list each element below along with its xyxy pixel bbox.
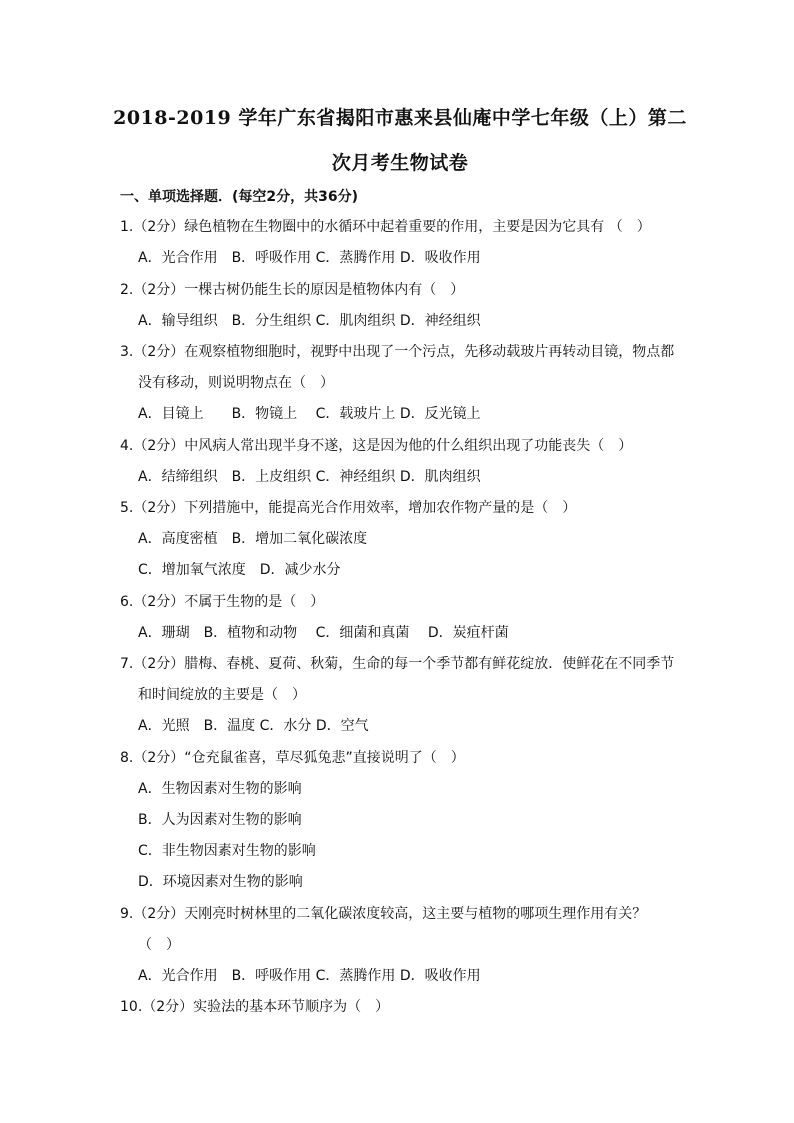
question-text: 6.（2分）不属于生物的是（ ）: [120, 594, 325, 610]
answer-options: A．高度密植 B．增加二氧化碳浓度: [138, 531, 368, 547]
answer-options: A．目镜上 B．物镜上 C．载玻片上 D．反光镜上: [138, 406, 481, 422]
answer-options: A．光合作用 B．呼吸作用 C．蒸腾作用 D．吸收作用: [138, 968, 481, 984]
exam-title-line-2: 次月考生物试卷: [331, 152, 469, 174]
answer-options: A．输导组织 B．分生组织 C．肌肉组织 D．神经组织: [138, 313, 481, 329]
answer-option: D．环境因素对生物的影响: [138, 874, 303, 890]
question-text: 10.（2分）实验法的基本环节顺序为（ ）: [120, 999, 390, 1015]
question-text-continued: 和时间绽放的主要是（ ）: [138, 687, 306, 703]
question-text: 8.（2分）“仓充鼠雀喜，草尽狐兔悲”直接说明了（ ）: [120, 750, 465, 766]
question-text: 2.（2分）一棵古树仍能生长的原因是植物体内有（ ）: [120, 282, 465, 298]
answer-options: A．珊瑚 B．植物和动物 C．细菌和真菌 D．炭疽杆菌: [138, 625, 509, 641]
answer-options: A．光照 B．温度 C．水分 D．空气: [138, 718, 369, 734]
answer-options: A．结缔组织 B．上皮组织 C．神经组织 D．肌肉组织: [138, 469, 481, 485]
question-text: 5.（2分）下列措施中，能提高光合作用效率，增加农作物产量的是（ ）: [120, 500, 577, 516]
question-text: 4.（2分）中风病人常出现半身不遂，这是因为他的什么组织出现了功能丧失（ ）: [120, 438, 633, 454]
question-text: 1.（2分）绿色植物在生物圈中的水循环中起着重要的作用，主要是因为它具有 （ ）: [120, 219, 651, 235]
question-text: 9.（2分）天刚亮时树林里的二氧化碳浓度较高，这主要与植物的哪项生理作用有关？: [120, 906, 647, 922]
question-text-continued: （ ）: [138, 937, 180, 953]
question-text: 3.（2分）在观察植物细胞时，视野中出现了一个污点，先移动载玻片再转动目镜，物点都: [120, 344, 675, 360]
question-text: 7.（2分）腊梅、春桃、夏荷、秋菊，生命的每一个季节都有鲜花绽放．使鲜花在不同季节: [120, 656, 675, 672]
section-heading: 一、单项选择题．(每空2分，共36分): [120, 189, 359, 205]
answer-option: C．非生物因素对生物的影响: [138, 843, 316, 859]
question-text-continued: 没有移动，则说明物点在（ ）: [138, 375, 334, 391]
answer-options: A．光合作用 B．呼吸作用 C．蒸腾作用 D．吸收作用: [138, 250, 481, 266]
answer-options: C．增加氧气浓度 D．减少水分: [138, 562, 341, 578]
answer-option: A．生物因素对生物的影响: [138, 781, 302, 797]
exam-title-line-1: 2018-2019 学年广东省揭阳市惠来县仙庵中学七年级（上）第二: [113, 107, 687, 129]
answer-option: B．人为因素对生物的影响: [138, 812, 302, 828]
